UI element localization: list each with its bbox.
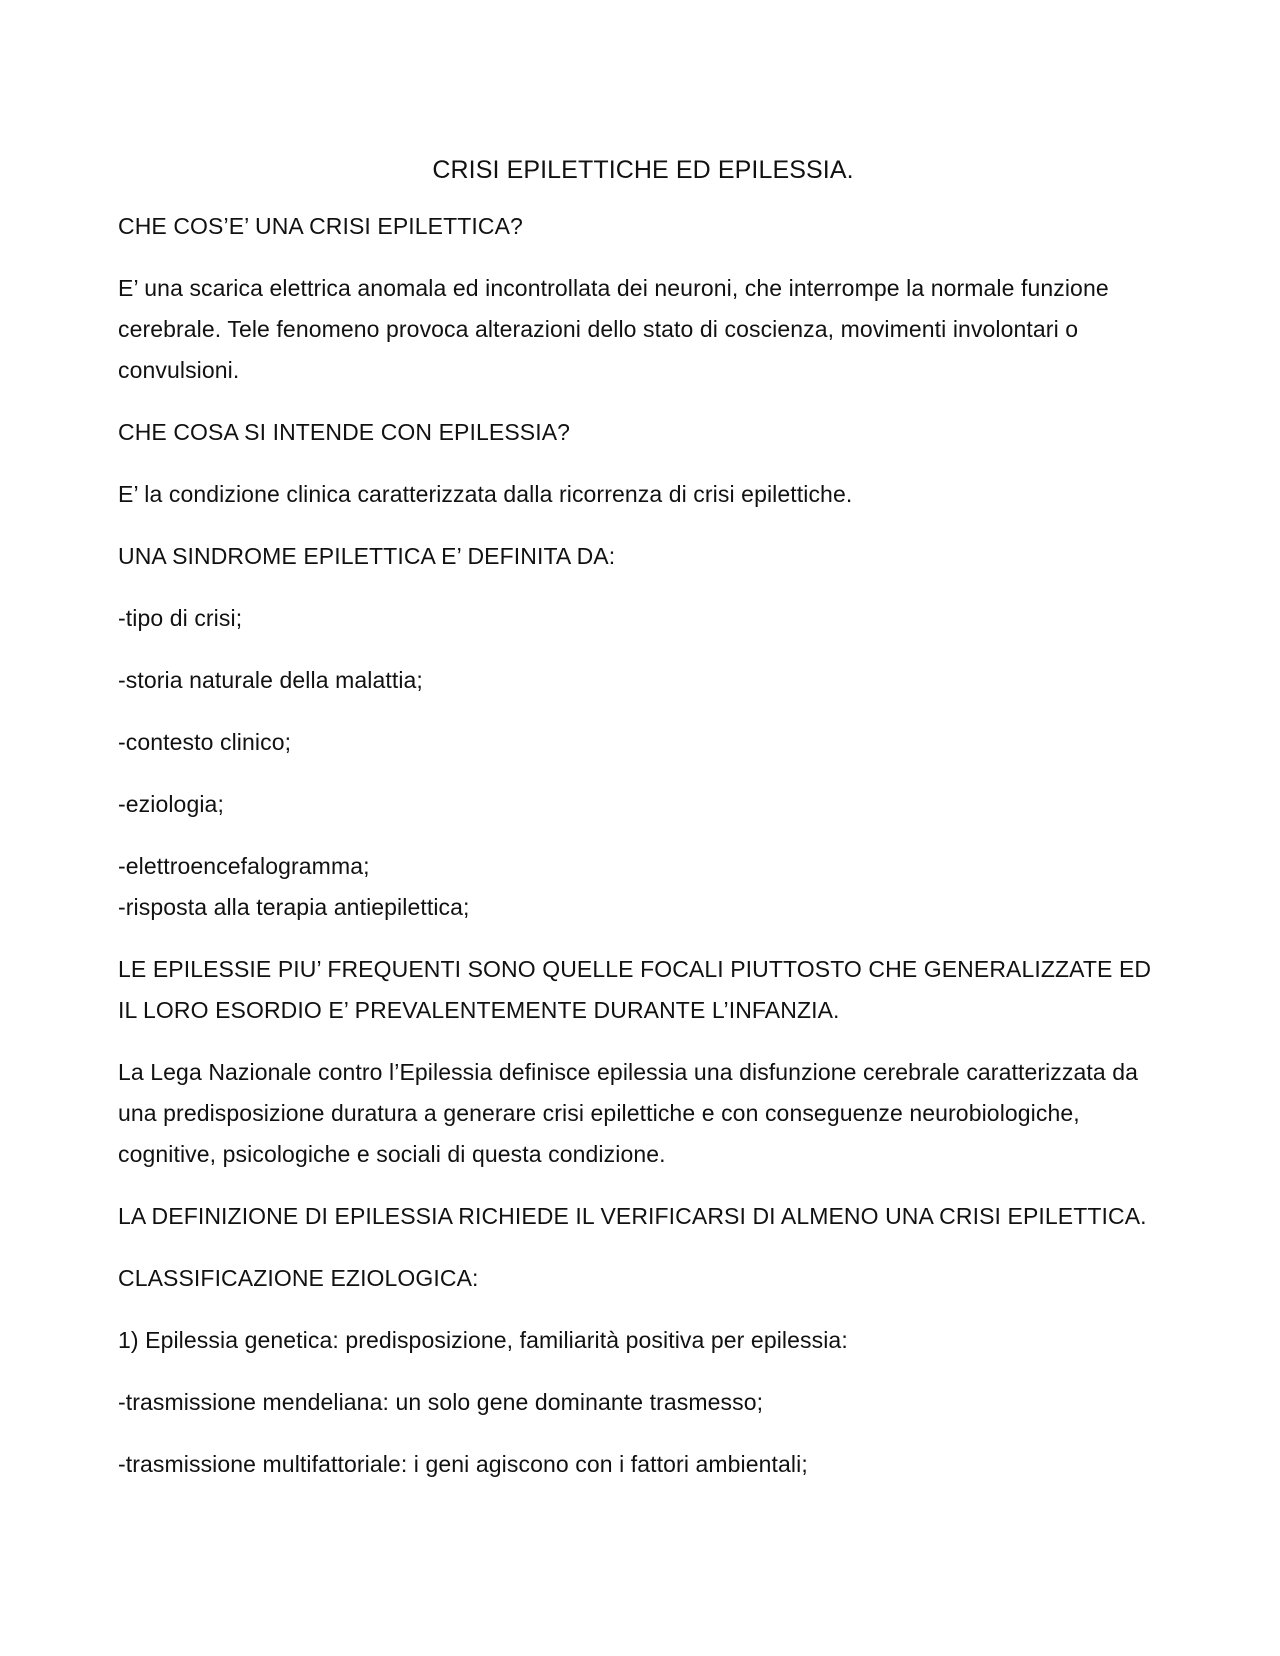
paragraph-league-definition: La Lega Nazionale contro l’Epilessia definisce epilessia una disfunzione cerebrale caratterizzata da una predisposizione duratura a generare crisi epilettiche e con conseguenze neurobiologiche, cognitive, psicologiche e sociali di questa condizione. [118, 1059, 1139, 1167]
list-item-genetic-epilepsy: 1) Epilessia genetica: predisposizione, familiarità positiva per epilessia: [118, 1327, 848, 1353]
list-item-therapy-response: -risposta alla terapia antiepilettica; [118, 894, 470, 920]
list-item-seizure-type: -tipo di crisi; [118, 605, 243, 631]
list-item-natural-history: -storia naturale della malattia; [118, 667, 423, 693]
list-item-multifactorial-transmission: -trasmissione multifattoriale: i geni agiscono con i fattori ambientali; [118, 1451, 808, 1477]
heading-etiological-classification: CLASSIFICAZIONE EZIOLOGICA: [118, 1265, 479, 1291]
heading-what-is-seizure: CHE COS’E’ UNA CRISI EPILETTICA? [118, 213, 523, 239]
paragraph-frequent-epilepsies: LE EPILESSIE PIU’ FREQUENTI SONO QUELLE FOCALI PIUTTOSTO CHE GENERALIZZATE ED IL LORO ESORDIO E’ PREVALENTEMENTE DURANTE L’INFANZIA. [118, 956, 1152, 1023]
document-page [118, 148, 1168, 1506]
list-item-eeg: -elettroencefalogramma; [118, 853, 370, 879]
list-item-etiology: -eziologia; [118, 791, 224, 817]
paragraph-definition-requirement: LA DEFINIZIONE DI EPILESSIA RICHIEDE IL VERIFICARSI DI ALMENO UNA CRISI EPILETTICA. [118, 1203, 1147, 1229]
paragraph-seizure-definition: E’ una scarica elettrica anomala ed incontrollata dei neuroni, che interrompe la normale funzione cerebrale. Tele fenomeno provoca alterazioni dello stato di coscienza, movimenti involontari o convulsioni. [118, 275, 1109, 383]
list-item-mendelian-transmission: -trasmissione mendeliana: un solo gene dominante trasmesso; [118, 1389, 764, 1415]
document-title: CRISI EPILETTICHE ED EPILESSIA. [432, 156, 854, 184]
heading-syndrome-defined-by: UNA SINDROME EPILETTICA E’ DEFINITA DA: [118, 543, 616, 569]
paragraph-epilepsy-definition: E’ la condizione clinica caratterizzata dalla ricorrenza di crisi epilettiche. [118, 481, 853, 507]
list-item-clinical-context: -contesto clinico; [118, 729, 292, 755]
heading-what-is-epilepsy: CHE COSA SI INTENDE CON EPILESSIA? [118, 419, 571, 445]
